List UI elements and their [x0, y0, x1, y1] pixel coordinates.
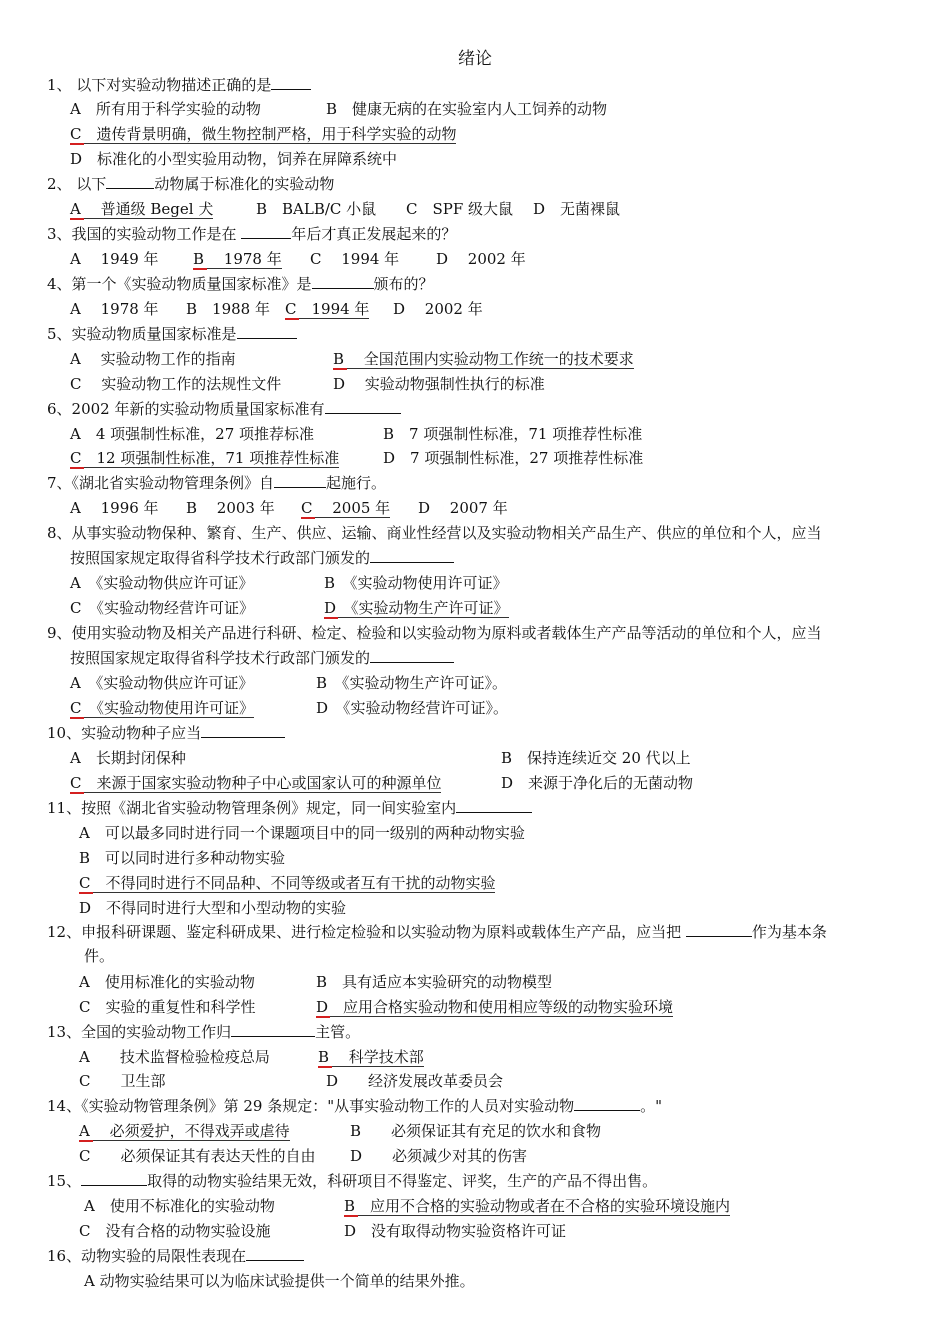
- question-14-stem: 14、《实验动物管理条例》第 29 条规定："从事实验动物工作的人员对实验动物 。": [47, 1097, 663, 1115]
- q2-option-c: C SPF 级大鼠: [406, 200, 514, 218]
- q14-option-a-answer: A 必须爱护，不得戏弄或虐待: [79, 1122, 290, 1140]
- q6-option-d: D 7 项强制性标准，27 项推荐性标准: [383, 449, 644, 467]
- q1-option-c-answer: C 遗传背景明确，微生物控制严格，用于科学实验的动物: [70, 125, 457, 143]
- q5-option-c: C 实验动物工作的法规性文件: [70, 375, 282, 393]
- question-9-stem-line1: 9、使用实验动物及相关产品进行科研、检定、检验和以实验动物为原料或者载体生产产品等活动的单位和个人，应当: [47, 624, 822, 642]
- q7-option-a: A 1996 年: [70, 499, 159, 517]
- q7-option-c-answer: C 2005 年: [301, 499, 391, 517]
- q2-option-b: B BALB/C 小鼠: [256, 200, 377, 218]
- q9-option-c-answer: C 《实验动物使用许可证》: [70, 699, 254, 717]
- q3-option-d: D 2002 年: [436, 250, 526, 268]
- q15-option-d: D 没有取得动物实验资格许可证: [344, 1222, 567, 1240]
- q2-option-a-answer: A 普通级 Begel 犬: [70, 200, 214, 218]
- q11-option-a: A 可以最多同时进行同一个课题项目中的同一级别的两种动物实验: [79, 824, 525, 842]
- question-15-stem: 15、 取得的动物实验结果无效，科研项目不得鉴定、评奖，生产的产品不得出售。: [47, 1172, 658, 1190]
- q10-option-d: D 来源于净化后的无菌动物: [501, 774, 694, 792]
- q2-option-d: D 无菌裸鼠: [533, 200, 621, 218]
- q14-option-c: C 必须保证其有表达天性的自由: [79, 1147, 316, 1165]
- question-4-stem: 4、第一个《实验动物质量国家标准》是 颁布的？: [47, 275, 434, 293]
- q4-option-b: B 1988 年: [186, 300, 270, 318]
- q3-option-c: C 1994 年: [310, 250, 400, 268]
- q15-option-c: C 没有合格的动物实验设施: [79, 1222, 271, 1240]
- q13-option-b-answer: B 科学技术部: [318, 1048, 424, 1066]
- q12-option-d-answer: D 应用合格实验动物和使用相应等级的动物实验环境: [316, 998, 674, 1016]
- page-title: 绪论: [458, 49, 492, 69]
- q4-option-d: D 2002 年: [393, 300, 483, 318]
- question-9-stem-line2: 按照国家规定取得省科学技术行政部门颁发的: [70, 648, 454, 668]
- q3-option-b-answer: B 1978 年: [193, 250, 282, 268]
- q8-option-c: C 《实验动物经营许可证》: [70, 599, 254, 617]
- q5-option-a: A 实验动物工作的指南: [70, 350, 236, 368]
- q1-option-a: A 所有用于科学实验的动物: [70, 100, 261, 118]
- q1-option-d: D 标准化的小型实验用动物，饲养在屏障系统中: [70, 150, 398, 168]
- question-8-stem-line2: 按照国家规定取得省科学技术行政部门颁发的: [70, 548, 454, 568]
- q15-option-b-answer: B 应用不合格的实验动物或者在不合格的实验环境设施内: [344, 1197, 731, 1215]
- q11-option-d: D 不得同时进行大型和小型动物的实验: [79, 899, 347, 917]
- q7-option-d: D 2007 年: [418, 499, 508, 517]
- q15-option-a: A 使用不标准化的实验动物: [84, 1197, 275, 1215]
- question-16-stem: 16、动物实验的局限性表现在: [47, 1246, 304, 1266]
- question-13-stem: 13、全国的实验动物工作归 主管。: [47, 1023, 361, 1041]
- q9-option-b: B 《实验动物生产许可证》。: [316, 674, 508, 692]
- question-2-stem: 2、 以下 动物属于标准化的实验动物: [47, 175, 335, 193]
- q6-option-a: A 4 项强制性标准，27 项推荐标准: [70, 425, 315, 443]
- q13-option-c: C 卫生部: [79, 1072, 166, 1090]
- question-3-stem: 3、我国的实验动物工作是在 年后才真正发展起来的？: [47, 225, 457, 243]
- question-10-stem: 10、实验动物种子应当: [47, 723, 285, 743]
- q12-option-c: C 实验的重复性和科学性: [79, 998, 256, 1016]
- q8-option-d-answer: D 《实验动物生产许可证》: [324, 599, 509, 617]
- q11-option-b: B 可以同时进行多种动物实验: [79, 849, 286, 867]
- question-7-stem: 7、《湖北省实验动物管理条例》自 起施行。: [47, 474, 387, 492]
- q8-option-a: A 《实验动物供应许可证》: [70, 574, 254, 592]
- q12-option-b: B 具有适应本实验研究的动物模型: [316, 973, 553, 991]
- question-12-stem-line2: 件。: [84, 947, 115, 965]
- q16-option-a: A 动物实验结果可以为临床试验提供一个简单的结果外推。: [84, 1272, 475, 1290]
- q6-option-c-answer: C 12 项强制性标准，71 项推荐性标准: [70, 449, 340, 467]
- q9-option-d: D 《实验动物经营许可证》。: [316, 699, 509, 717]
- q10-option-a: A 长期封闭保种: [70, 749, 186, 767]
- q8-option-b: B 《实验动物使用许可证》: [324, 574, 508, 592]
- q4-option-c-answer: C 1994 年: [285, 300, 370, 318]
- q5-option-b-answer: B 全国范围内实验动物工作统一的技术要求: [333, 350, 634, 368]
- question-12-stem-line1: 12、申报科研课题、鉴定科研成果、进行检定检验和以实验动物为原料或载体生产产品，应当把 作为基本条: [47, 923, 827, 941]
- q14-option-b: B 必须保证其有充足的饮水和食物: [350, 1122, 602, 1140]
- q12-option-a: A 使用标准化的实验动物: [79, 973, 255, 991]
- q13-option-a: A 技术监督检验检疫总局: [79, 1048, 270, 1066]
- question-6-stem: 6、2002 年新的实验动物质量国家标准有: [47, 399, 401, 419]
- q4-option-a: A 1978 年: [70, 300, 159, 318]
- question-5-stem: 5、实验动物质量国家标准是: [47, 324, 297, 344]
- q5-option-d: D 实验动物强制性执行的标准: [333, 375, 545, 393]
- question-1-stem: 1、 以下对实验动物描述正确的是: [47, 75, 311, 95]
- q10-option-b: B 保持连续近交 20 代以上: [501, 749, 691, 767]
- q13-option-d: D 经济发展改革委员会: [326, 1072, 504, 1090]
- q1-option-b: B 健康无病的在实验室内人工饲养的动物: [326, 100, 608, 118]
- question-11-stem: 11、按照《湖北省实验动物管理条例》规定，同一间实验室内: [47, 798, 532, 818]
- q14-option-d: D 必须减少对其的伤害: [350, 1147, 528, 1165]
- q6-option-b: B 7 项强制性标准，71 项推荐性标准: [383, 425, 643, 443]
- q9-option-a: A 《实验动物供应许可证》: [70, 674, 254, 692]
- q3-option-a: A 1949 年: [70, 250, 159, 268]
- question-8-stem-line1: 8、从事实验动物保种、繁育、生产、供应、运输、商业性经营以及实验动物相关产品生产、供应的单位和个人，应当: [47, 524, 822, 542]
- q11-option-c-answer: C 不得同时进行不同品种、不同等级或者互有干扰的动物实验: [79, 874, 496, 892]
- q7-option-b: B 2003 年: [186, 499, 275, 517]
- q10-option-c-answer: C 来源于国家实验动物种子中心或国家认可的种源单位: [70, 774, 442, 792]
